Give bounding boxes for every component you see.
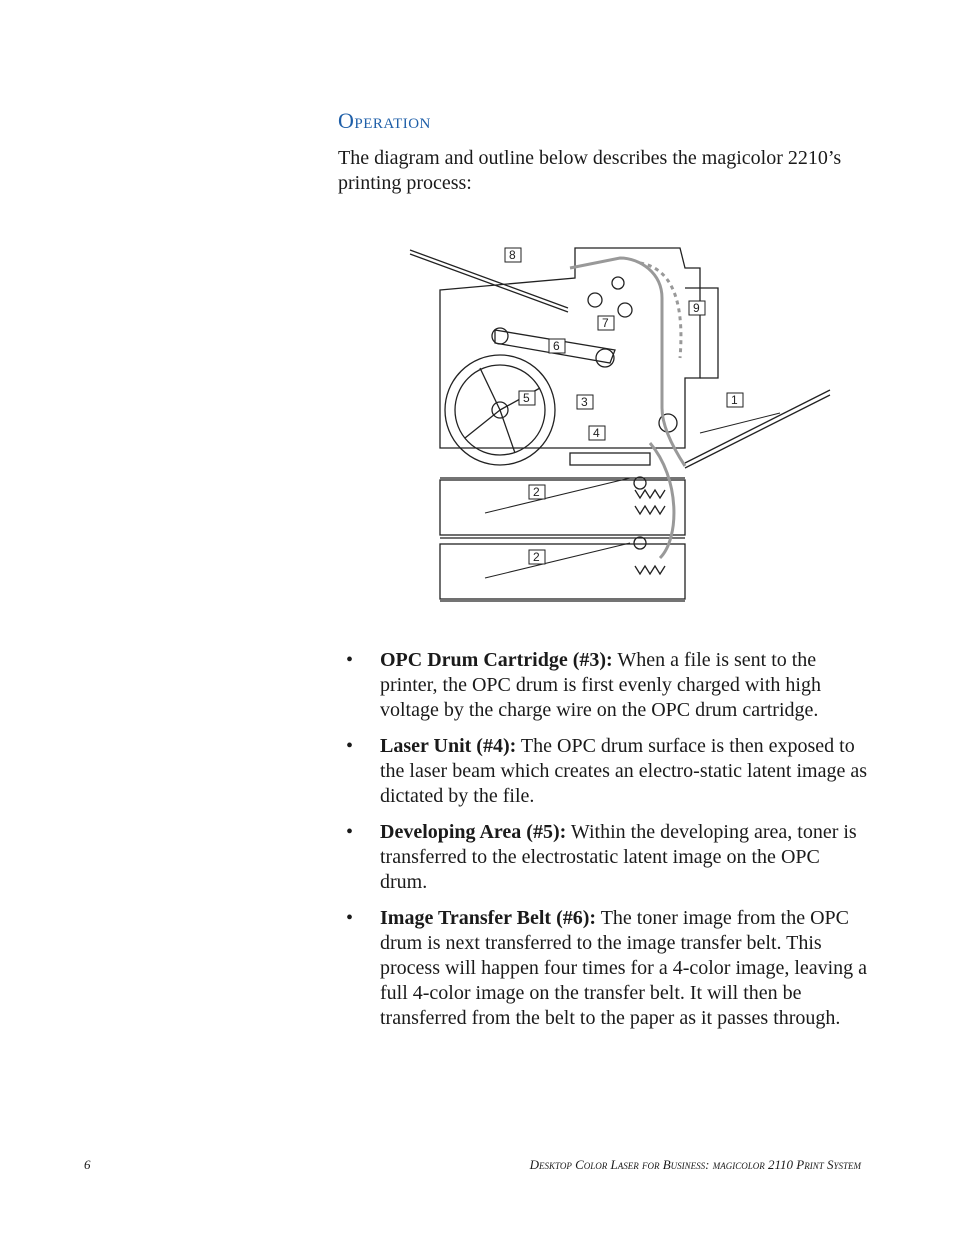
section-title: Operation — [338, 108, 431, 133]
svg-text:1: 1 — [731, 393, 738, 407]
svg-text:4: 4 — [593, 426, 600, 440]
list-item — [338, 648, 868, 723]
callout-8 — [505, 248, 521, 262]
list-item — [338, 734, 868, 809]
step-term: OPC Drum Cartridge (#3): — [380, 649, 613, 671]
bullet-icon: • — [346, 735, 354, 757]
svg-text:8: 8 — [509, 248, 516, 262]
callout-6 — [549, 339, 565, 353]
step-term: Laser Unit (#4): — [380, 735, 517, 757]
svg-text:3: 3 — [581, 395, 588, 409]
printer-cross-section-diagram — [400, 238, 840, 608]
svg-text:6: 6 — [553, 339, 560, 353]
process-steps-list — [338, 648, 868, 1042]
step-text: The toner image from the OPC drum is next transferred to the image transfer belt. This process will happen four times for a 4-color image, leaving a full 4-color image on the transfer belt. It will then be transferred from the belt to the paper as it passes through. — [380, 907, 868, 1029]
svg-text:2: 2 — [533, 485, 540, 499]
callout-1 — [727, 393, 743, 407]
page-number: 6 — [84, 1157, 91, 1172]
svg-text:9: 9 — [693, 301, 700, 315]
printer-outline — [410, 248, 830, 601]
svg-text:5: 5 — [523, 391, 530, 405]
step-text: When a file is sent to the printer, the OPC drum is first evenly charged with high voltage by the charge wire on the OPC drum cartridge. — [380, 649, 821, 721]
callout-2-upper — [529, 485, 545, 499]
list-item — [338, 820, 868, 895]
bullet-icon: • — [346, 649, 354, 671]
svg-text:7: 7 — [602, 316, 609, 330]
callout-7 — [598, 316, 614, 330]
callout-2-lower — [529, 550, 545, 564]
callout-5 — [519, 391, 535, 405]
callout-9 — [689, 301, 705, 315]
callout-3 — [577, 395, 593, 409]
running-footer-title: Desktop Color Laser for Business: magicolor 2110 Print System — [529, 1157, 861, 1172]
step-text: Within the developing area, toner is transferred to the electrostatic latent image on the OPC drum. — [380, 821, 857, 893]
step-text: The OPC drum surface is then exposed to the laser beam which creates an electro-static latent image as dictated by the file. — [380, 735, 867, 807]
svg-text:2: 2 — [533, 550, 540, 564]
step-term: Image Transfer Belt (#6): — [380, 907, 597, 929]
callout-4 — [589, 426, 605, 440]
bullet-icon: • — [346, 821, 354, 843]
step-term: Developing Area (#5): — [380, 821, 567, 843]
intro-paragraph: The diagram and outline below describes the magicolor 2210’s printing process: — [338, 147, 842, 194]
list-item — [338, 906, 868, 1031]
bullet-icon: • — [346, 907, 354, 929]
